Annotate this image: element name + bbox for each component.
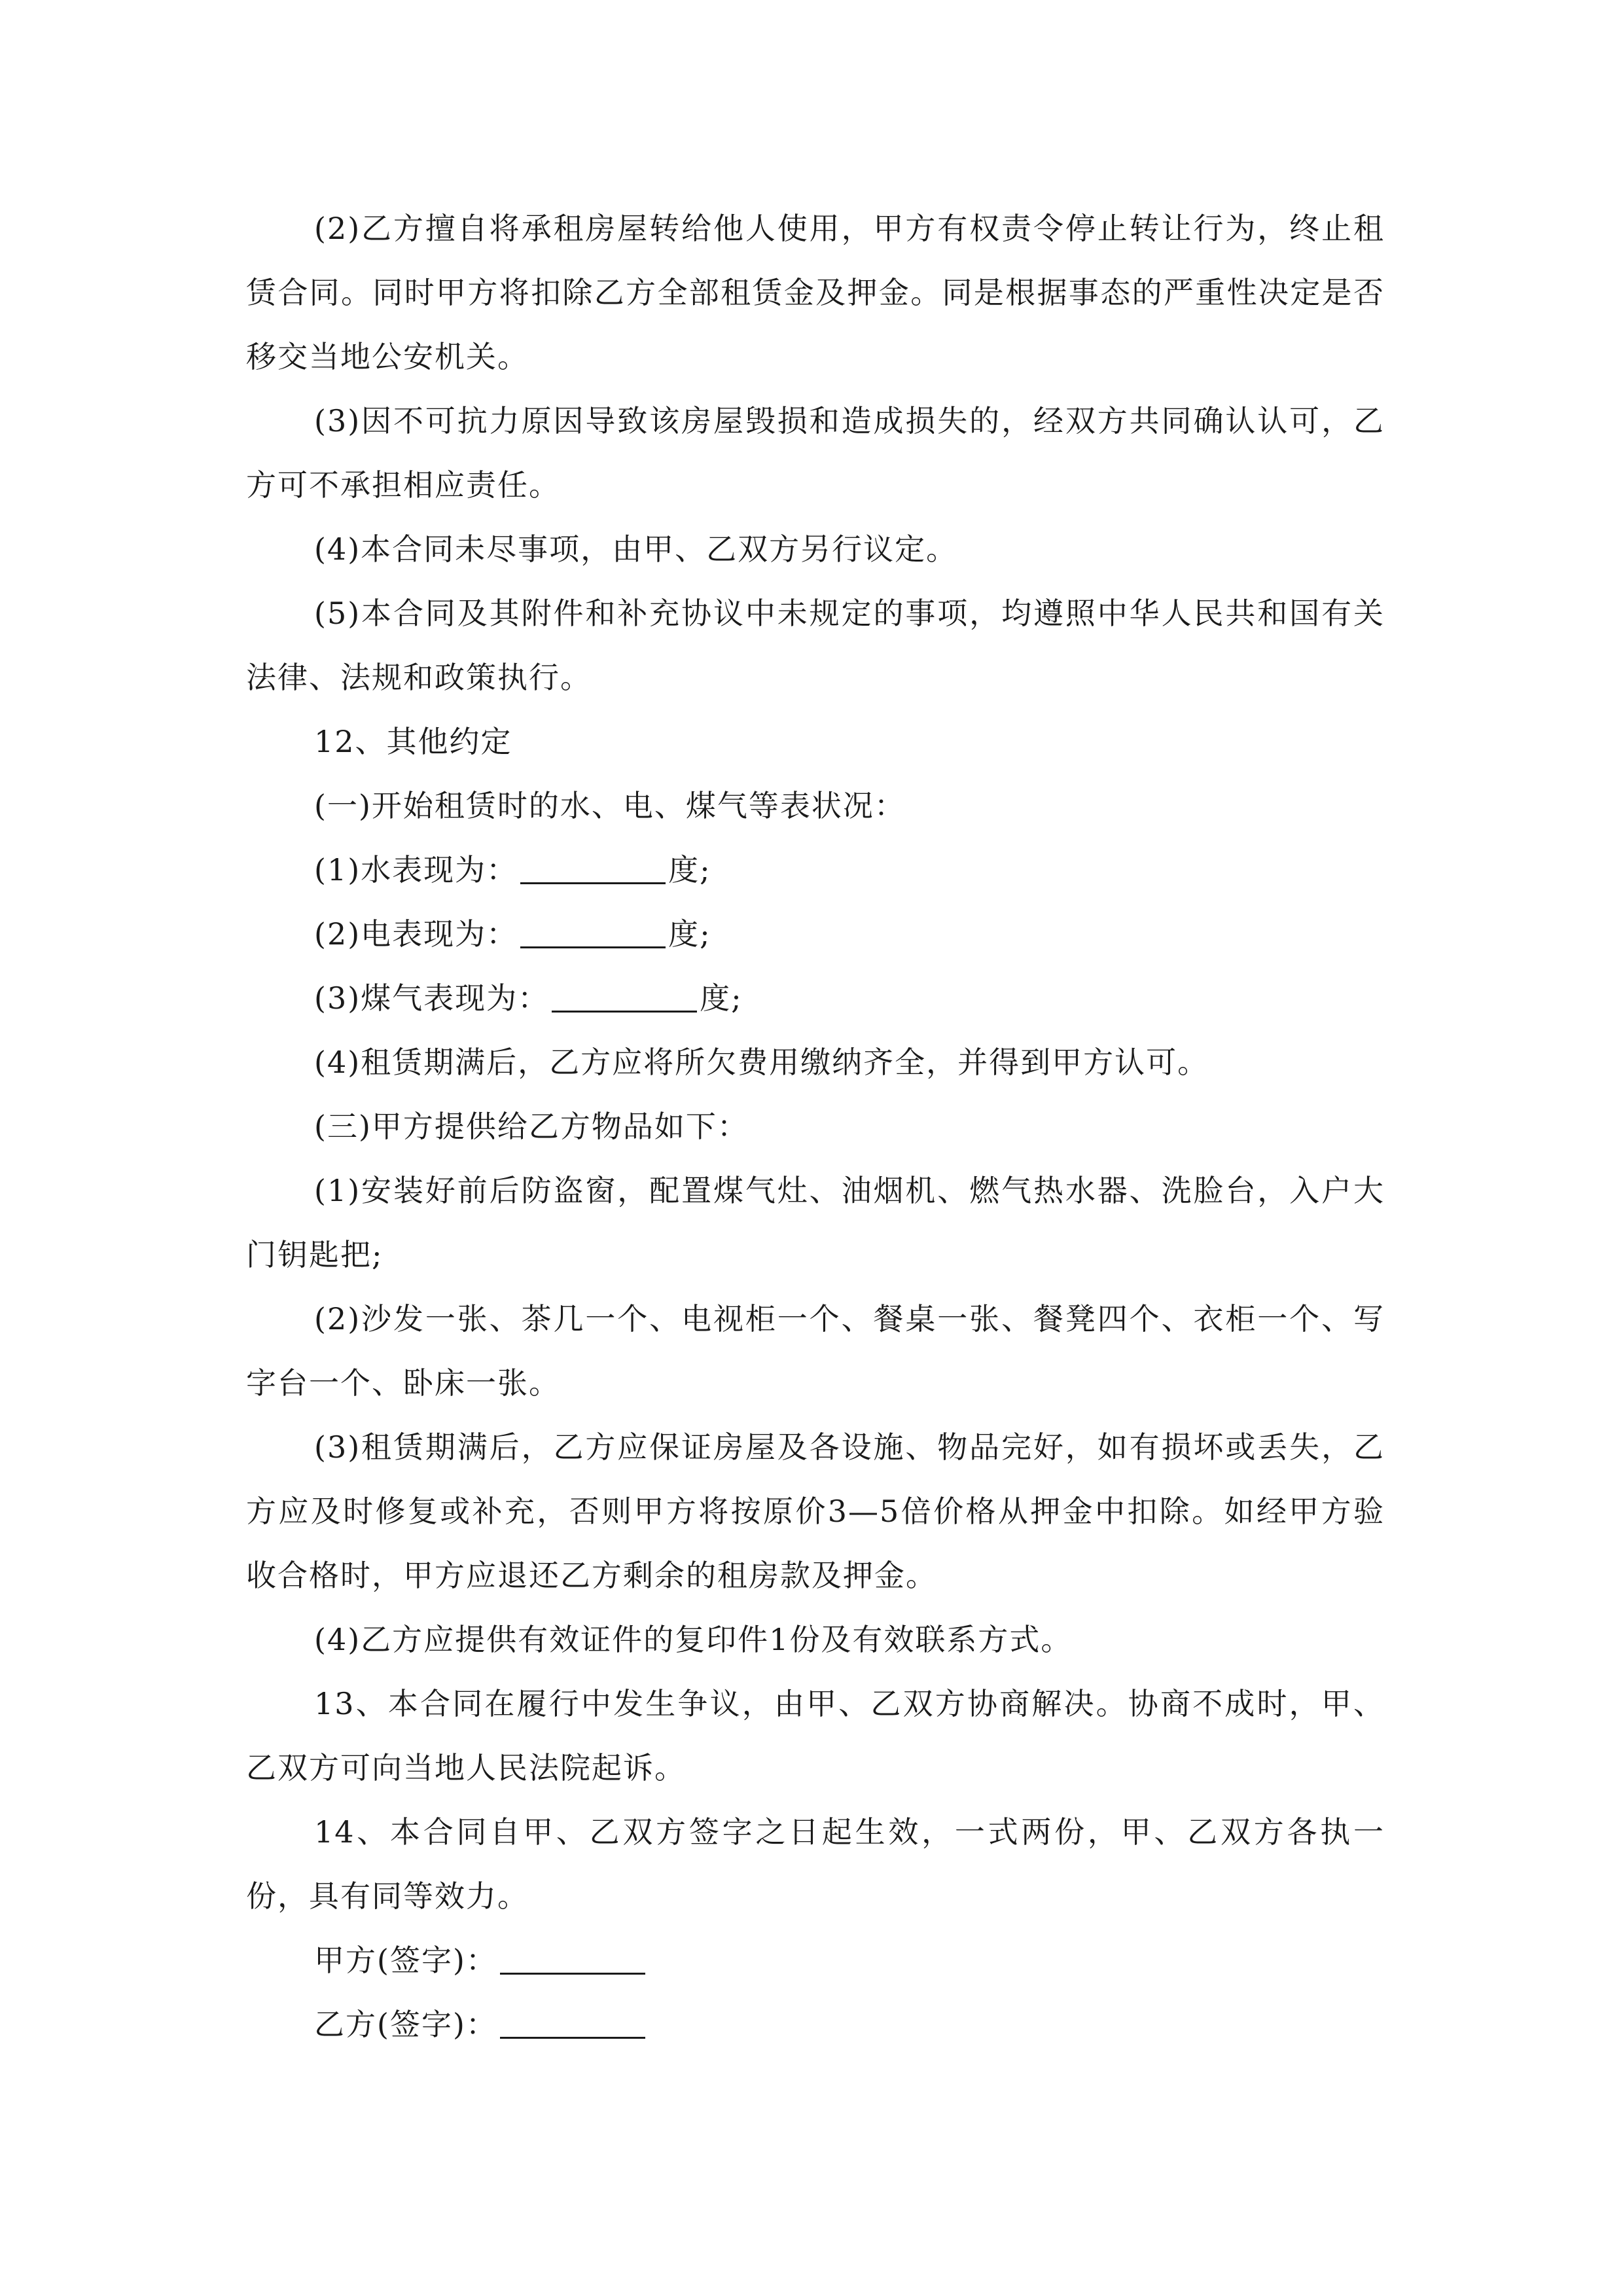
- section-14-paragraph: 14、本合同自甲、乙双方签字之日起生效，一式两份，甲、乙双方各执一份，具有同等效力。: [246, 1814, 1385, 1914]
- party-b-signature-label: 乙方(签字)：: [314, 2007, 497, 2042]
- items-heading: (三)甲方提供给乙方物品如下：: [314, 1109, 749, 1144]
- clause-3-paragraph: (3)因不可抗力原因导致该房屋毁损和造成损失的，经双方共同确认认可，乙方可不承担相应责任。: [246, 403, 1385, 503]
- items-2-paragraph: (2)沙发一张、茶几一个、电视柜一个、餐桌一张、餐凳四个、衣柜一个、写字台一个、卧床一张。: [246, 1301, 1385, 1401]
- water-meter-label: (1)水表现为：: [314, 852, 518, 888]
- clause-4-paragraph: (4)本合同未尽事项，由甲、乙双方另行议定。: [314, 531, 958, 567]
- section-13-paragraph: 13、本合同在履行中发生争议，由甲、乙双方协商解决。协商不成时，甲、乙双方可向当地人民法院起诉。: [246, 1686, 1385, 1785]
- gas-meter-unit: 度;: [700, 980, 743, 1016]
- party-a-signature-line: [246, 1928, 1385, 1992]
- water-meter-blank: [520, 848, 666, 884]
- party-b-signature-blank: [500, 2003, 645, 2039]
- water-meter-unit: 度;: [668, 852, 711, 888]
- party-a-signature-blank: [500, 1939, 645, 1975]
- items-3-paragraph: (3)租赁期满后，乙方应保证房屋及各设施、物品完好，如有损坏或丢失，乙方应及时修复或补充，否则甲方将按原价3—5倍价格从押金中扣除。如经甲方验收合格时，甲方应退还乙方剩余的租房款及押金。: [246, 1429, 1385, 1593]
- electric-meter-blank: [520, 912, 666, 948]
- electric-meter-unit: 度;: [668, 916, 711, 952]
- party-a-signature-label: 甲方(签字)：: [314, 1943, 497, 1978]
- water-meter-line: [246, 838, 1385, 902]
- clause-5-paragraph: (5)本合同及其附件和补充协议中未规定的事项，均遵照中华人民共和国有关法律、法规和政策执行。: [246, 596, 1385, 695]
- items-4-paragraph: (4)乙方应提供有效证件的复印件1份及有效联系方式。: [314, 1622, 1073, 1657]
- gas-meter-line: [246, 966, 1385, 1030]
- items-1-paragraph: (1)安装好前后防盗窗，配置煤气灶、油烟机、燃气热水器、洗脸台，入户大门钥匙把;: [246, 1173, 1385, 1272]
- section-12-heading: 12、其他约定: [314, 724, 512, 759]
- contract-body: [246, 196, 1385, 2056]
- party-b-signature-line: [246, 1992, 1385, 2056]
- fees-paragraph: (4)租赁期满后，乙方应将所欠费用缴纳齐全，并得到甲方认可。: [314, 1045, 1209, 1080]
- gas-meter-label: (3)煤气表现为：: [314, 980, 550, 1016]
- electric-meter-line: [246, 902, 1385, 966]
- meter-status-heading: (一)开始租赁时的水、电、煤气等表状况：: [314, 788, 906, 823]
- electric-meter-label: (2)电表现为：: [314, 916, 518, 952]
- gas-meter-blank: [552, 977, 697, 1013]
- clause-2-paragraph: (2)乙方擅自将承租房屋转给他人使用，甲方有权责令停止转让行为，终止租赁合同。同时甲方将扣除乙方全部租赁金及押金。同是根据事态的严重性决定是否移交当地公安机关。: [246, 211, 1385, 374]
